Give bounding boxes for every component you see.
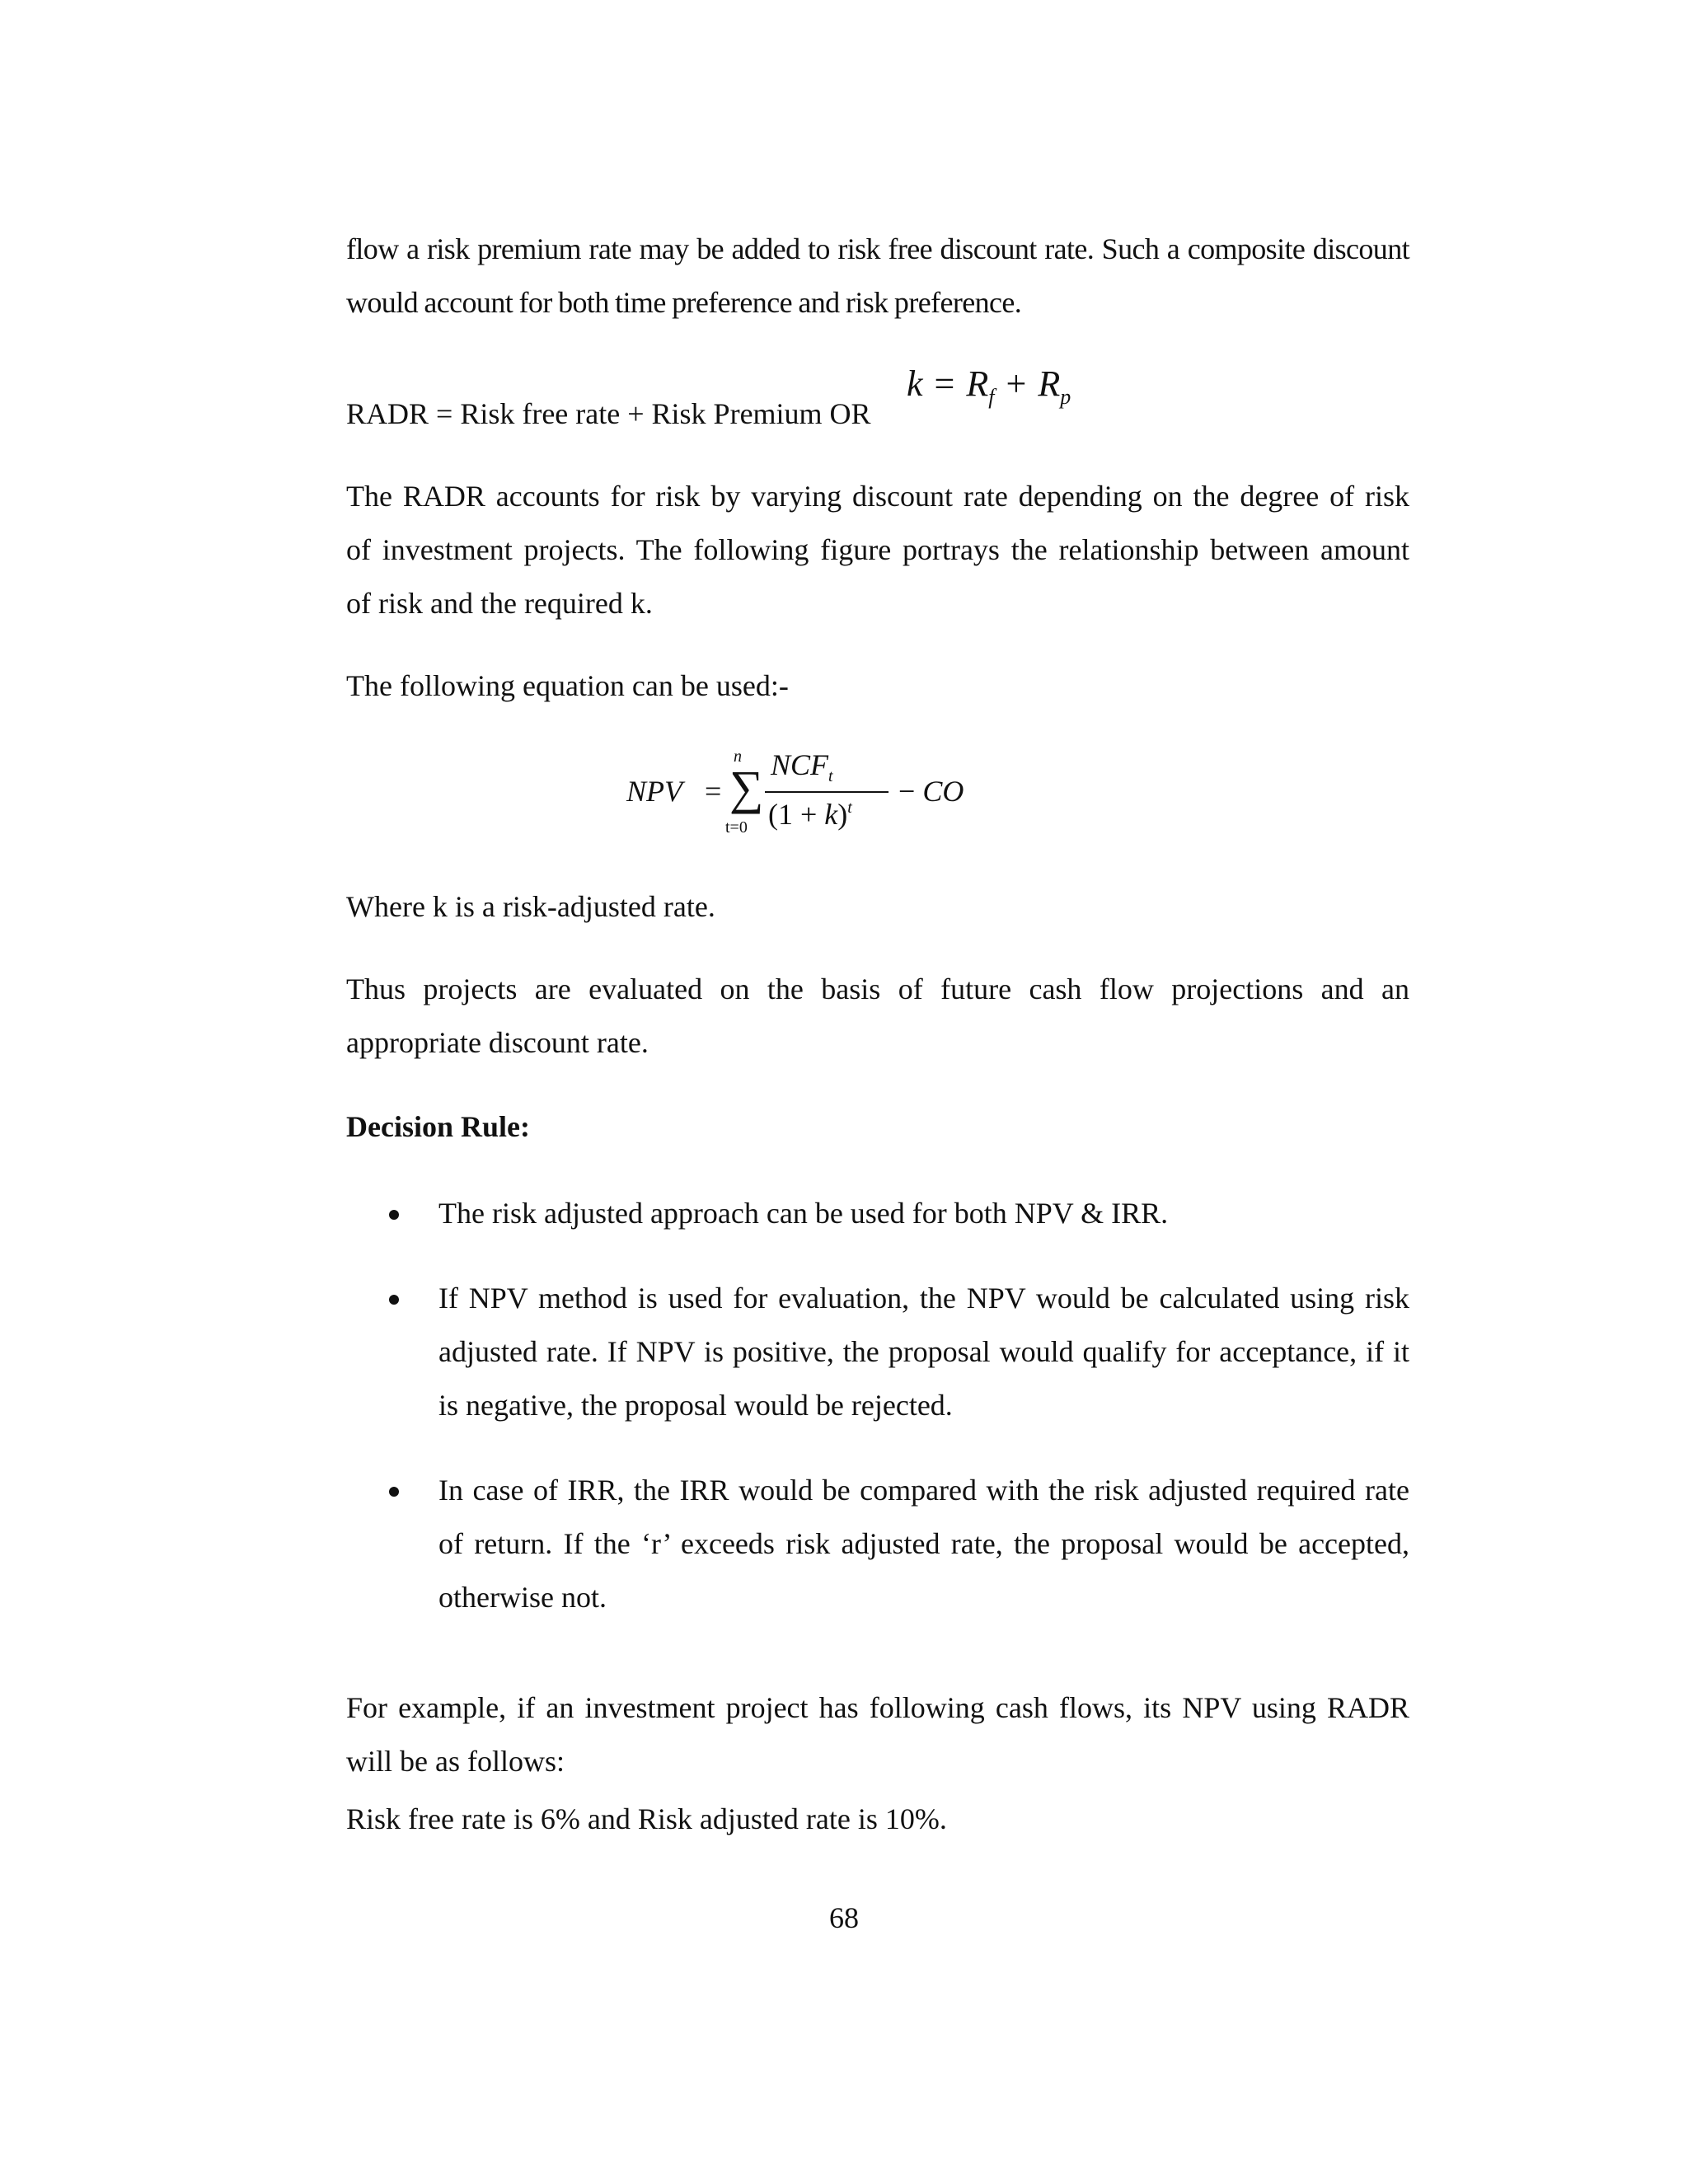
thus-line-2: appropriate discount rate. xyxy=(346,1026,649,1059)
denominator-close: ) xyxy=(837,798,848,831)
rp-symbol: R xyxy=(1038,363,1061,404)
rates-text: Risk free rate is 6% and Risk adjusted rate is 10%. xyxy=(346,1802,947,1835)
denominator-k: k xyxy=(824,798,838,831)
bullet-text: If NPV method is used for evaluation, the NPV would be calculated using risk adjusted rate. If NPV is positive, the proposal would qualify for acceptance, if it is negative, the proposal would be rejected. xyxy=(438,1282,1409,1422)
k-equals: = xyxy=(934,363,955,404)
bullet-text: The risk adjusted approach can be used for both NPV & IRR. xyxy=(438,1197,1169,1230)
rp-subscript: p xyxy=(1060,385,1071,409)
intro-paragraph xyxy=(346,223,1409,330)
equation-intro-paragraph xyxy=(346,659,1409,713)
numerator-subscript: t xyxy=(828,767,833,785)
where-paragraph xyxy=(346,880,1409,934)
example-line-1: For example, if an investment project has following cash flows, its NPV using RADR xyxy=(346,1691,1409,1724)
k-plus: + xyxy=(1006,363,1027,404)
page-number: 68 xyxy=(829,1901,859,1934)
radr-line-1: The RADR accounts for risk by varying discount rate depending on the degree of risk xyxy=(346,480,1409,513)
denominator-exponent: t xyxy=(847,799,852,817)
rf-symbol: R xyxy=(966,363,989,404)
equation-intro-text: The following equation can be used:- xyxy=(346,669,789,702)
bullet-icon xyxy=(389,1295,399,1305)
bullet-text: In case of IRR, the IRR would be compared with the risk adjusted required rate of return. If the ‘r’ exceeds risk adjusted rate, the proposal would be accepted, otherwise not. xyxy=(438,1474,1409,1614)
npv-numerator xyxy=(771,748,833,786)
npv-denominator xyxy=(768,797,852,832)
intro-line-2: would account for both time preference and risk preference. xyxy=(346,286,1022,319)
decision-rule-list xyxy=(346,1187,1409,1656)
sum-lower-limit: t=0 xyxy=(725,818,748,837)
decision-rule-heading: Decision Rule: xyxy=(346,1110,530,1143)
thus-paragraph xyxy=(346,963,1409,1070)
thus-line-1: Thus projects are evaluated on the basis of future cash flow projections and an xyxy=(346,972,1409,1005)
intro-line-1: flow a risk premium rate may be added to risk free discount rate. Such a composite discount xyxy=(346,232,1409,265)
radr-line-2: of investment projects. The following figure portrays the relationship between amount xyxy=(346,533,1409,566)
where-text: Where k is a risk-adjusted rate. xyxy=(346,890,715,923)
rates-paragraph xyxy=(346,1793,1409,1846)
list-item xyxy=(346,1464,1409,1624)
bullet-icon xyxy=(389,1210,399,1220)
npv-equals: = xyxy=(705,775,722,808)
rf-subscript: f xyxy=(988,385,995,409)
bullet-icon xyxy=(389,1487,399,1497)
denominator-open: (1 + xyxy=(768,798,825,831)
sum-upper-limit: n xyxy=(734,748,742,766)
co-term: CO xyxy=(922,775,964,808)
example-paragraph xyxy=(346,1681,1409,1788)
list-item xyxy=(346,1187,1409,1240)
npv-minus-co xyxy=(898,774,964,808)
fraction-bar xyxy=(765,791,889,793)
npv-lhs: NPV xyxy=(626,775,682,808)
npv-equation xyxy=(626,748,973,845)
minus-sign: − xyxy=(898,775,916,808)
numerator-text: NCF xyxy=(771,748,829,781)
radr-line-3: of risk and the required k. xyxy=(346,587,653,620)
k-formula xyxy=(907,363,1071,410)
radr-formula-text: RADR = Risk free rate + Risk Premium OR xyxy=(346,397,871,430)
list-item xyxy=(346,1272,1409,1432)
summation-symbol: ∑ xyxy=(729,761,764,814)
k-symbol: k xyxy=(907,363,923,404)
radr-paragraph xyxy=(346,470,1409,630)
example-line-2: will be as follows: xyxy=(346,1745,565,1778)
